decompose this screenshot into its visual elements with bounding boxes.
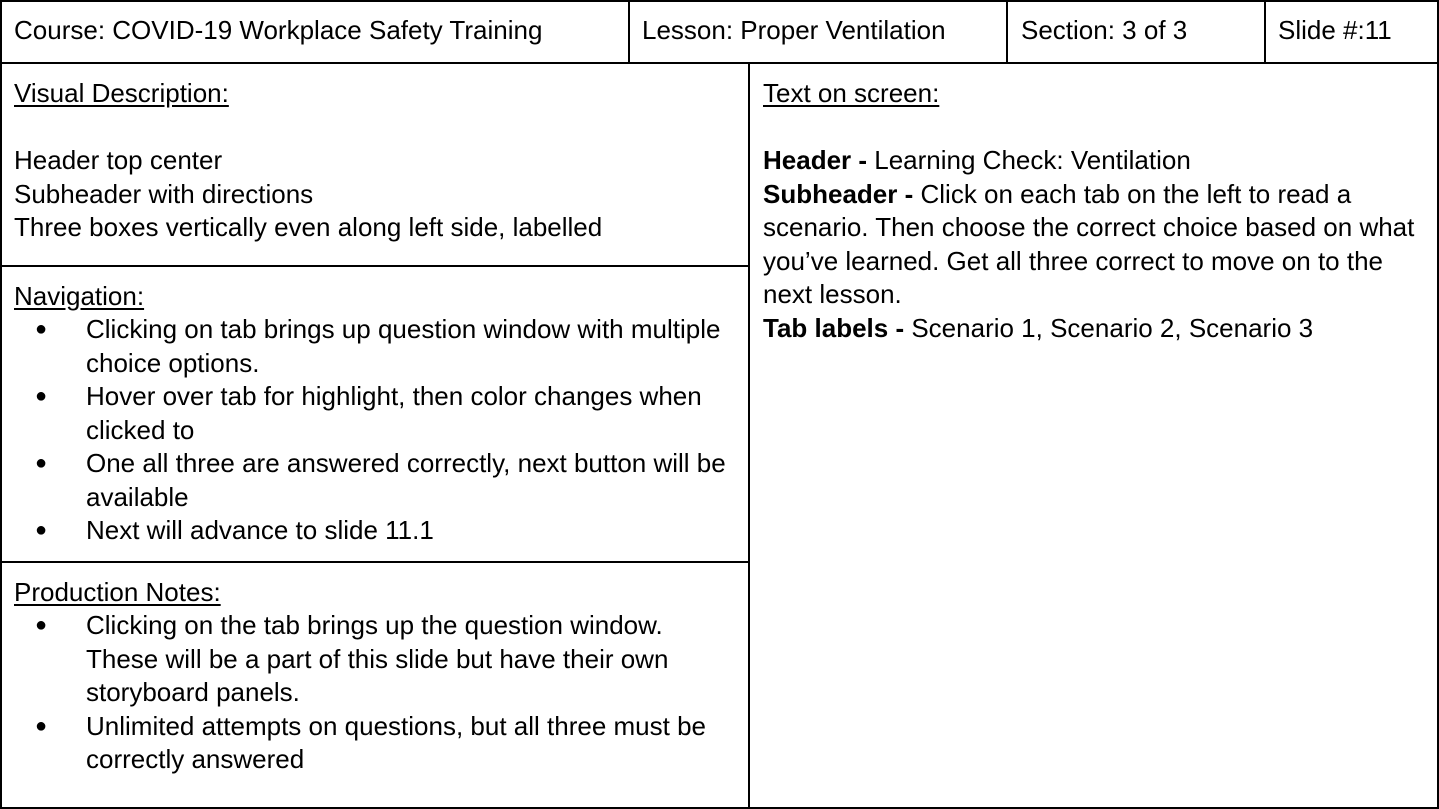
- left-divider-visual-nav: [0, 265, 749, 267]
- navigation-list: [14, 313, 740, 548]
- subheader-spec-label: Subheader -: [763, 178, 921, 209]
- tab-labels-spec-text: Scenario 1, Scenario 2, Scenario 3: [911, 312, 1314, 343]
- bullet-icon: ●: [35, 714, 48, 737]
- production-notes-heading: Production Notes:: [14, 577, 221, 607]
- header-divider-3: [1264, 0, 1266, 63]
- production-notes-section: [14, 576, 744, 610]
- slide-number: Slide #:11: [1278, 15, 1392, 45]
- header-spec-label: Header -: [763, 145, 875, 175]
- subheader-spec: [763, 178, 1427, 312]
- header-divider-2: [1006, 0, 1008, 63]
- header-spec-text: Learning Check: Ventilation: [874, 145, 1191, 175]
- table-border-top: [0, 0, 1439, 2]
- visual-description-section: [14, 77, 744, 245]
- visual-description-line: Header top center: [14, 145, 223, 175]
- bullet-icon: ●: [35, 318, 48, 340]
- bullet-icon: ●: [35, 614, 48, 636]
- course-title: Course: COVID-19 Workplace Safety Training: [14, 15, 543, 45]
- list-item: ● Next will advance to slide 11.1: [14, 514, 740, 548]
- body-column-divider: [748, 62, 750, 809]
- left-divider-nav-prod: [0, 561, 749, 563]
- header-divider-1: [628, 0, 630, 63]
- section-indicator: Section: 3 of 3: [1021, 15, 1188, 45]
- visual-description-heading: Visual Description:: [14, 78, 229, 108]
- list-item: ● Hover over tab for highlight, then color changes when clicked to: [35, 381, 702, 445]
- navigation-section: [14, 280, 744, 314]
- visual-description-line: Subheader with directions: [14, 178, 314, 209]
- header-spec: [763, 144, 1427, 178]
- tab-labels-spec-label: Tab labels -: [763, 312, 912, 343]
- list-item: ● Clicking on the tab brings up the question window. These will be a part of this slide but have their own storyboard panels.: [35, 610, 669, 707]
- spacer: [14, 111, 744, 145]
- list-item: ● Clicking on tab brings up question window with multiple choice options.: [35, 314, 721, 378]
- tab-labels-spec: [763, 312, 1427, 346]
- bullet-icon: ●: [35, 519, 48, 541]
- production-notes-list: [14, 609, 724, 777]
- text-on-screen-section: [763, 77, 1427, 345]
- table-border-left: [0, 0, 2, 809]
- visual-description-line: Three boxes vertically even along left side, labelled: [14, 212, 603, 242]
- list-item: ● One all three are answered correctly, next button will be available: [35, 448, 726, 512]
- list-item: ● Unlimited attempts on questions, but all three must be correctly answered: [35, 710, 706, 774]
- spacer: [763, 111, 1427, 145]
- text-on-screen-heading: Text on screen:: [763, 78, 940, 108]
- subheader-spec-text: Click on each tab on the left to read a scenario. Then choose the correct choice based on what you’ve learned. Get all three correct to move on to the next lesson.: [763, 178, 1415, 309]
- bullet-icon: ●: [35, 385, 48, 407]
- navigation-heading: Navigation:: [14, 281, 145, 311]
- bullet-icon: ●: [35, 452, 48, 474]
- lesson-title: Lesson: Proper Ventilation: [642, 15, 946, 45]
- header-row-divider: [0, 62, 1439, 64]
